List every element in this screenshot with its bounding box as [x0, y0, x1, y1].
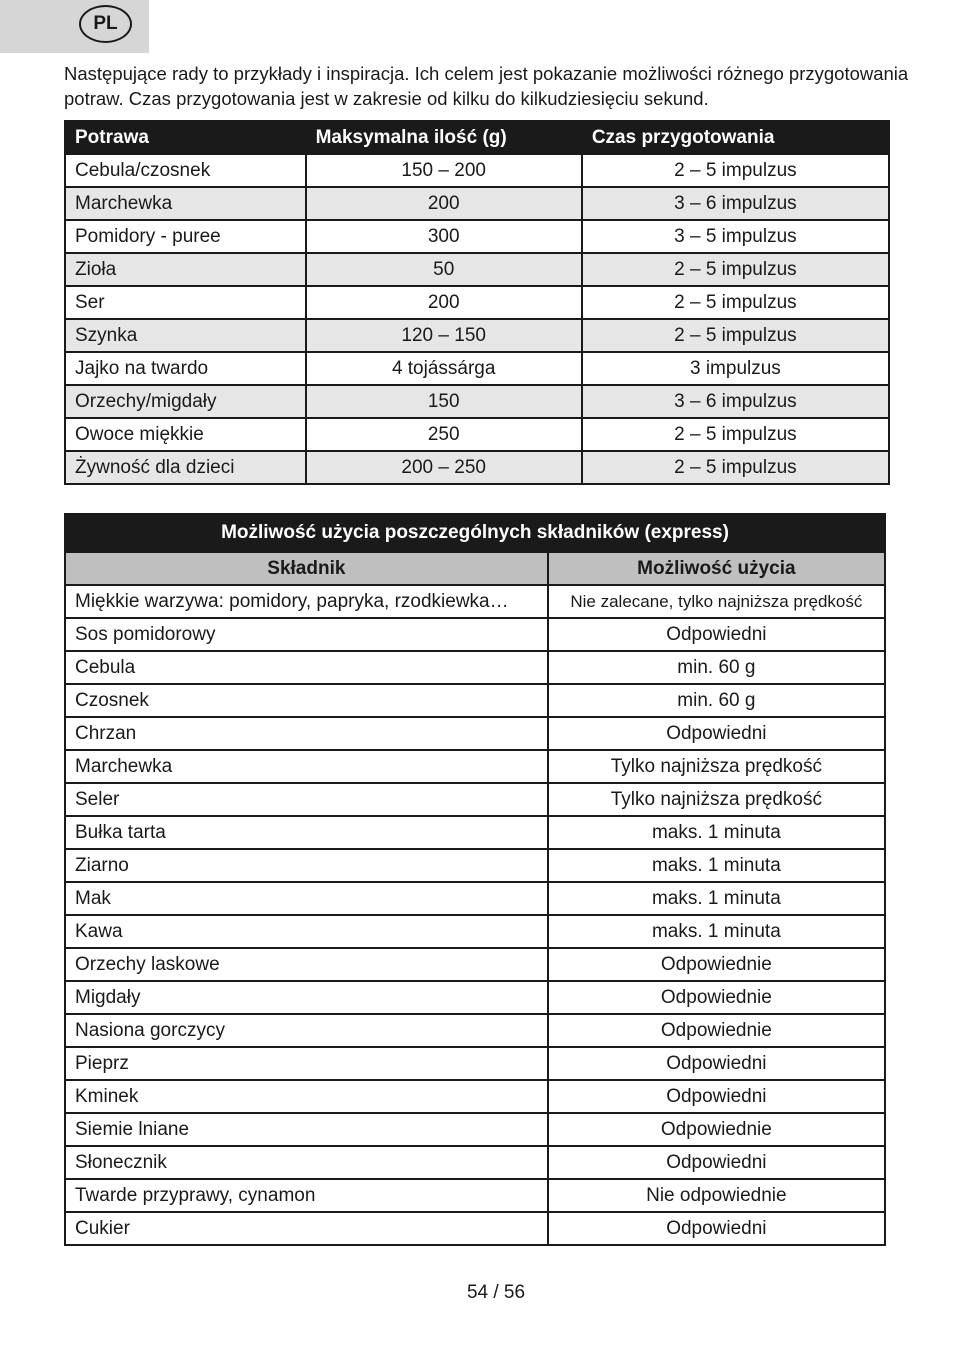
- table-row: [65, 816, 885, 849]
- dish-cell: Pomidory - puree: [65, 220, 306, 253]
- usage-cell: Tylko najniższa prędkość: [548, 750, 885, 783]
- table-row: [65, 319, 889, 352]
- ingredient-cell: Sos pomidorowy: [65, 618, 548, 651]
- usage-cell: Odpowiednie: [548, 948, 885, 981]
- usage-cell: Odpowiedni: [548, 1080, 885, 1113]
- table-row: [65, 1212, 885, 1245]
- usage-cell: Nie odpowiednie: [548, 1179, 885, 1212]
- time-cell: 2 – 5 impulzus: [582, 418, 889, 451]
- usage-cell: Odpowiednie: [548, 1113, 885, 1146]
- dish-cell: Żywność dla dzieci: [65, 451, 306, 484]
- ingredient-cell: Cebula: [65, 651, 548, 684]
- table-row: [65, 187, 889, 220]
- usage-cell: Odpowiednie: [548, 981, 885, 1014]
- ingredient-cell: Marchewka: [65, 750, 548, 783]
- ingredient-cell: Twarde przyprawy, cynamon: [65, 1179, 548, 1212]
- table-row: [65, 1080, 885, 1113]
- ingredient-cell: Mak: [65, 882, 548, 915]
- time-cell: 2 – 5 impulzus: [582, 253, 889, 286]
- ingredient-cell: Ziarno: [65, 849, 548, 882]
- table-row: [65, 451, 889, 484]
- table-row: [65, 717, 885, 750]
- language-badge: PL: [79, 5, 132, 43]
- ingredient-cell: Bułka tarta: [65, 816, 548, 849]
- usage-cell: maks. 1 minuta: [548, 849, 885, 882]
- table-row: [65, 585, 885, 618]
- preparation-table-header: [65, 121, 889, 154]
- time-cell: 3 – 6 impulzus: [582, 385, 889, 418]
- table-row: [65, 385, 889, 418]
- ingredient-cell: Siemie lniane: [65, 1113, 548, 1146]
- table-row: [65, 783, 885, 816]
- table-row: [65, 253, 889, 286]
- table-row: [65, 618, 885, 651]
- header-prep-time: Czas przygotowania: [582, 121, 889, 154]
- time-cell: 3 – 5 impulzus: [582, 220, 889, 253]
- amount-cell: 300: [306, 220, 582, 253]
- table-row: [65, 1014, 885, 1047]
- header-dish: Potrawa: [65, 121, 306, 154]
- ingredient-cell: Słonecznik: [65, 1146, 548, 1179]
- usage-cell: Odpowiedni: [548, 618, 885, 651]
- time-cell: 2 – 5 impulzus: [582, 451, 889, 484]
- usage-cell: Odpowiedni: [548, 1212, 885, 1245]
- dish-cell: Zioła: [65, 253, 306, 286]
- time-cell: 2 – 5 impulzus: [582, 319, 889, 352]
- amount-cell: 50: [306, 253, 582, 286]
- dish-cell: Szynka: [65, 319, 306, 352]
- amount-cell: 200 – 250: [306, 451, 582, 484]
- amount-cell: 150: [306, 385, 582, 418]
- language-tab: [0, 0, 149, 53]
- header-ingredient: Składnik: [65, 552, 548, 585]
- amount-cell: 150 – 200: [306, 154, 582, 187]
- table-row: [65, 882, 885, 915]
- amount-cell: 120 – 150: [306, 319, 582, 352]
- usage-cell: Odpowiednie: [548, 1014, 885, 1047]
- table-row: [65, 684, 885, 717]
- amount-cell: 200: [306, 187, 582, 220]
- header-max-amount: Maksymalna ilość (g): [306, 121, 582, 154]
- time-cell: 2 – 5 impulzus: [582, 154, 889, 187]
- amount-cell: 4 tojássárga: [306, 352, 582, 385]
- ingredient-cell: Cukier: [65, 1212, 548, 1245]
- header-usage: Możliwość użycia: [548, 552, 885, 585]
- table-row: [65, 1047, 885, 1080]
- usage-table-title: Możliwość użycia poszczególnych składników (express): [65, 514, 885, 552]
- dish-cell: Jajko na twardo: [65, 352, 306, 385]
- usage-cell: Nie zalecane, tylko najniższa prędkość: [548, 585, 885, 618]
- dish-cell: Orzechy/migdały: [65, 385, 306, 418]
- ingredients-usage-table: [64, 513, 886, 1246]
- ingredient-cell: Kawa: [65, 915, 548, 948]
- table-row: [65, 948, 885, 981]
- usage-cell: maks. 1 minuta: [548, 915, 885, 948]
- ingredient-cell: Seler: [65, 783, 548, 816]
- table-row: [65, 651, 885, 684]
- page-number: 54 / 56: [466, 1282, 526, 1303]
- table-row: [65, 981, 885, 1014]
- ingredient-cell: Migdały: [65, 981, 548, 1014]
- ingredient-cell: Orzechy laskowe: [65, 948, 548, 981]
- ingredient-cell: Kminek: [65, 1080, 548, 1113]
- usage-cell: maks. 1 minuta: [548, 882, 885, 915]
- time-cell: 3 – 6 impulzus: [582, 187, 889, 220]
- time-cell: 3 impulzus: [582, 352, 889, 385]
- dish-cell: Cebula/czosnek: [65, 154, 306, 187]
- table-row: [65, 286, 889, 319]
- table-row: [65, 849, 885, 882]
- table-row: [65, 220, 889, 253]
- ingredient-cell: Chrzan: [65, 717, 548, 750]
- intro-paragraph: Następujące rady to przykłady i inspiracja. Ich celem jest pokazanie możliwości różnego przygotowania potraw. Czas przygotowania jest w zakresie od kilku do kilkudziesięciu sekund.: [64, 63, 909, 109]
- table-row: [65, 1146, 885, 1179]
- ingredient-cell: Czosnek: [65, 684, 548, 717]
- amount-cell: 200: [306, 286, 582, 319]
- usage-cell: Odpowiedni: [548, 1047, 885, 1080]
- table-row: [65, 1113, 885, 1146]
- dish-cell: Owoce miękkie: [65, 418, 306, 451]
- ingredient-cell: Nasiona gorczycy: [65, 1014, 548, 1047]
- amount-cell: 250: [306, 418, 582, 451]
- dish-cell: Ser: [65, 286, 306, 319]
- table-row: [65, 352, 889, 385]
- time-cell: 2 – 5 impulzus: [582, 286, 889, 319]
- usage-cell: Tylko najniższa prędkość: [548, 783, 885, 816]
- ingredient-cell: Miękkie warzywa: pomidory, papryka, rzodkiewka…: [65, 585, 548, 618]
- table-row: [65, 750, 885, 783]
- usage-cell: maks. 1 minuta: [548, 816, 885, 849]
- preparation-table: [64, 120, 890, 485]
- table-row: [65, 154, 889, 187]
- dish-cell: Marchewka: [65, 187, 306, 220]
- ingredient-cell: Pieprz: [65, 1047, 548, 1080]
- usage-cell: Odpowiedni: [548, 717, 885, 750]
- table-row: [65, 915, 885, 948]
- usage-cell: min. 60 g: [548, 651, 885, 684]
- table-row: [65, 1179, 885, 1212]
- usage-cell: Odpowiedni: [548, 1146, 885, 1179]
- usage-cell: min. 60 g: [548, 684, 885, 717]
- table-row: [65, 418, 889, 451]
